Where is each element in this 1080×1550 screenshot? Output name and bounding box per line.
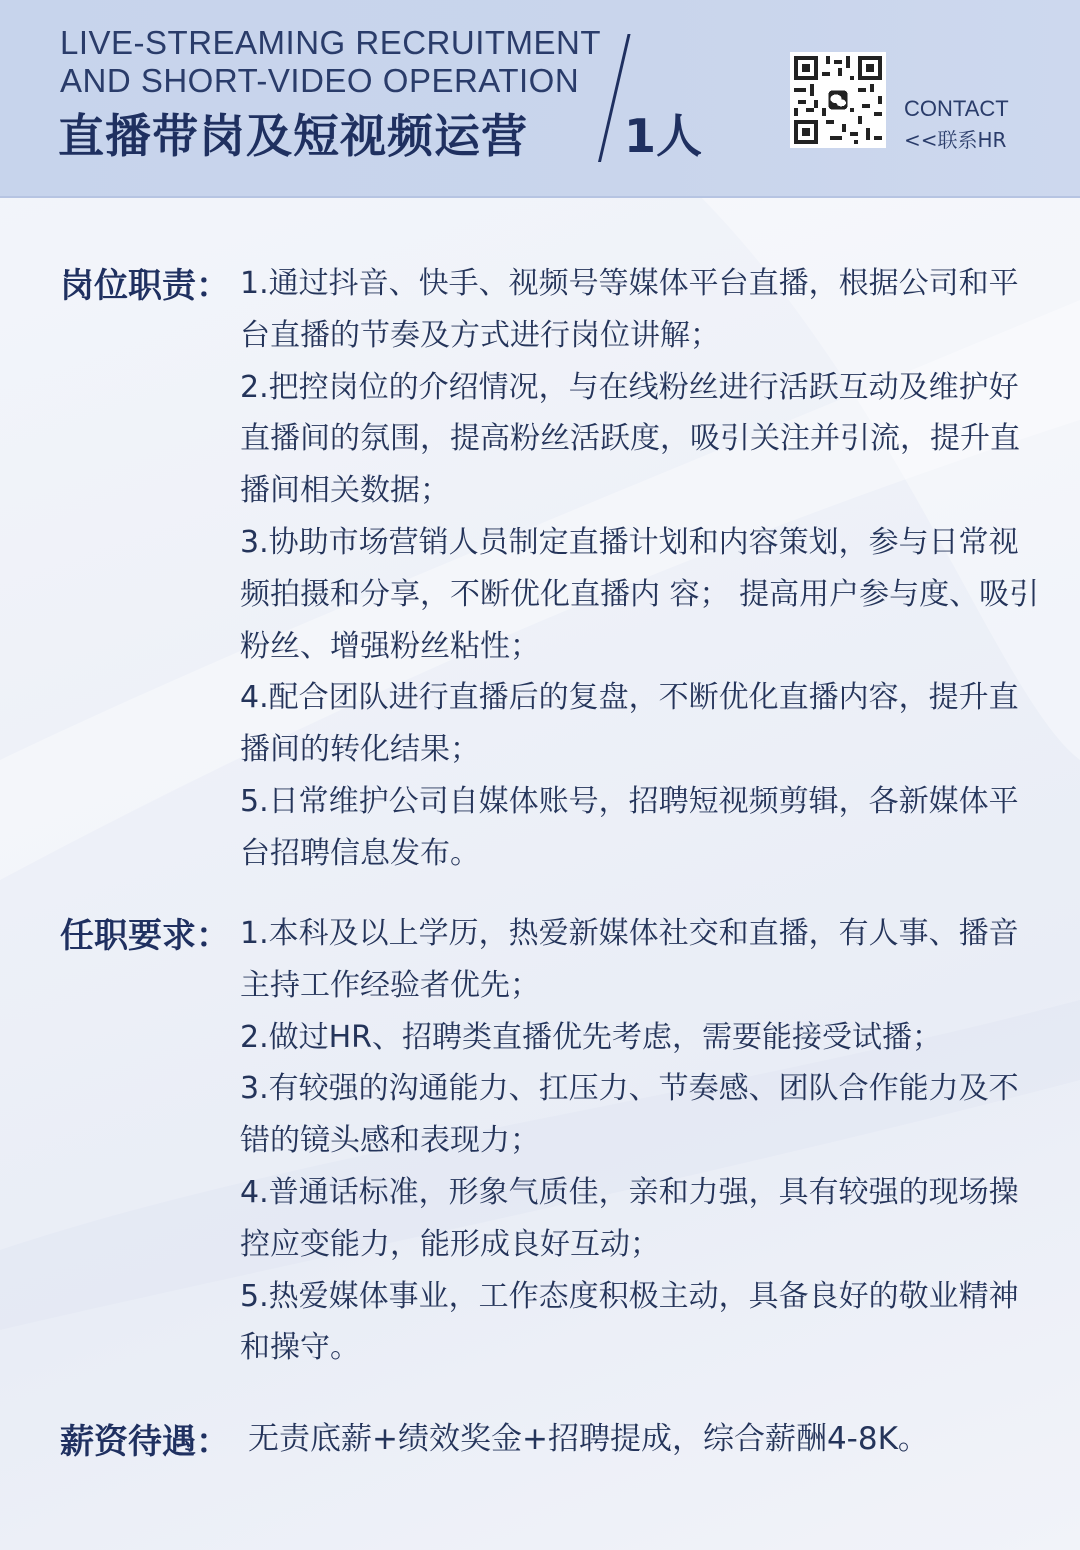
list-item: 4.普通话标准，形象气质佳，亲和力强，具有较强的现场操控应变能力，能形成良好互动； <box>240 1174 1019 1262</box>
header-banner <box>0 0 1080 198</box>
list-item: 4.配合团队进行直播后的复盘，不断优化直播内容，提升直播间的转化结果； <box>240 680 1019 768</box>
duties-label: 岗位职责： <box>60 266 230 306</box>
list-item: 3.有较强的沟通能力、扛压力、节奏感、团队合作能力及不错的镜头感和表现力； <box>240 1071 1019 1159</box>
duties-list <box>240 258 1040 880</box>
list-item: 5.热爱媒体事业，工作态度积极主动，具备良好的敬业精神和操守。 <box>240 1278 1019 1366</box>
qr-code-icon[interactable] <box>790 52 886 148</box>
list-item: 2.把控岗位的介绍情况，与在线粉丝进行活跃互动及维护好直播间的氛围，提高粉丝活跃度，吸引关注并引流，提升直播间相关数据； <box>240 369 1020 509</box>
list-item: 3.协助市场营销人员制定直播计划和内容策划，参与日常视频拍摄和分享，不断优化直播内 容； 提高用户参与度、吸引粉丝、增强粉丝粘性； <box>240 524 1040 664</box>
salary-text: 无责底薪+绩效奖金+招聘提成，综合薪酬4-8K。 <box>248 1421 929 1457</box>
requirements-label: 任职要求： <box>60 916 230 956</box>
list-item: 2.做过HR、招聘类直播优先考虑，需要能接受试播； <box>240 1019 943 1055</box>
list-item: 5.日常维护公司自媒体账号，招聘短视频剪辑，各新媒体平台招聘信息发布。 <box>240 783 1019 871</box>
english-title-line-2: AND SHORT-VIDEO OPERATION <box>60 62 580 99</box>
list-item: 1.本科及以上学历，热爱新媒体社交和直播，有人事、播音主持工作经验者优先； <box>240 916 1019 1003</box>
salary-label: 薪资待遇： <box>60 1422 230 1462</box>
english-title-line-1: LIVE-STREAMING RECRUITMENT <box>60 24 602 61</box>
requirements-list <box>240 908 1040 1374</box>
headcount: 1人 <box>624 109 703 163</box>
contact-label: CONTACT <box>904 96 1009 121</box>
contact-hr-link[interactable]: <<联系HR <box>904 128 1007 152</box>
list-item: 1.通过抖音、快手、视频号等媒体平台直播，根据公司和平台直播的节奏及方式进行岗位讲解； <box>240 266 1019 353</box>
job-title: 直播带岗及短视频运营 <box>58 109 528 163</box>
